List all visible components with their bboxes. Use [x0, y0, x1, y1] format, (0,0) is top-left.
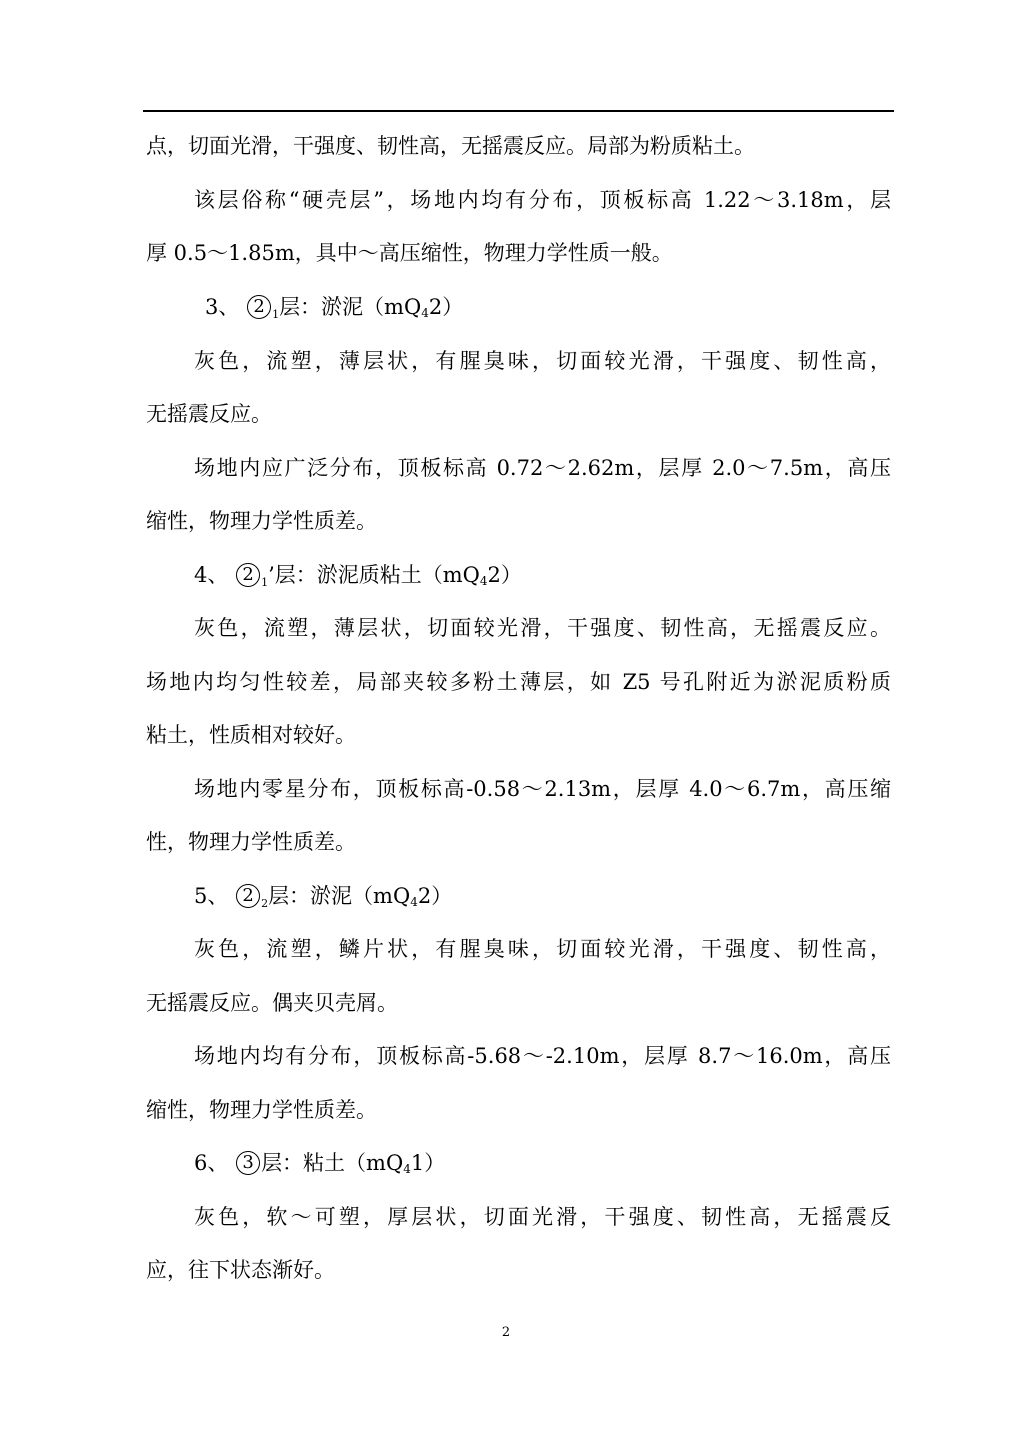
section-heading-5	[194, 882, 452, 918]
text-line: 无摇震反应。	[146, 402, 272, 426]
heading-end: 2）	[417, 884, 453, 908]
text-line: 缩性，物理力学性质差。	[146, 1098, 377, 1122]
text-line: 厚 0.5～1.85m，具中～高压缩性，物理力学性质一般。	[146, 241, 673, 265]
heading-number: 4、	[194, 563, 229, 587]
heading-text: 层：淤泥（mQ	[279, 295, 422, 319]
circled-number: 2	[236, 884, 260, 908]
text-line: 灰色，流塑，鳞片状，有腥臭味，切面较光滑，干强度、韧性高，	[194, 937, 891, 961]
circled-number: 3	[236, 1151, 260, 1175]
circled-number: 2	[236, 563, 260, 587]
section-heading-4	[194, 561, 522, 597]
text-line: 灰色，软～可塑，厚层状，切面光滑，干强度、韧性高，无摇震反	[194, 1205, 891, 1229]
text-line: 性，物理力学性质差。	[146, 830, 356, 854]
heading-end: 1）	[410, 1151, 446, 1175]
heading-end: 2）	[487, 563, 522, 587]
text-line: 粘土，性质相对较好。	[146, 723, 356, 747]
heading-end: 2）	[428, 295, 464, 319]
heading-subscript: 1	[261, 576, 269, 589]
text-line: 缩性，物理力学性质差。	[146, 509, 377, 533]
heading-subscript: 1	[272, 308, 280, 321]
heading-text: 层：粘土（mQ	[261, 1151, 404, 1175]
heading-number: 6、	[194, 1151, 229, 1175]
text-line: 场地内均匀性较差，局部夹较多粉土薄层，如 Z5 号孔附近为淤泥质粉质	[146, 670, 891, 694]
section-heading-3	[205, 293, 463, 329]
text-line: 场地内均有分布，顶板标高-5.68～-2.10m，层厚 8.7～16.0m，高压	[194, 1044, 891, 1068]
text-line: 应，往下状态渐好。	[146, 1258, 335, 1282]
text-line: 点，切面光滑，干强度、韧性高，无摇震反应。局部为粉质粘土。	[146, 134, 755, 158]
text-line: 无摇震反应。偶夹贝壳屑。	[146, 991, 398, 1015]
header-rule	[143, 110, 894, 112]
heading-subscript: 2	[261, 897, 269, 910]
heading-q-subscript: 4	[403, 1162, 411, 1176]
heading-q-subscript: 4	[421, 306, 429, 320]
heading-number: 3、	[205, 295, 240, 319]
text-line: 场地内零星分布，顶板标高-0.58～2.13m，层厚 4.0～6.7m，高压缩	[194, 777, 891, 801]
text-line: 灰色，流塑，薄层状，有腥臭味，切面较光滑，干强度、韧性高，	[194, 349, 891, 373]
heading-q-subscript: 4	[410, 895, 418, 909]
text-line: 该层俗称“硬壳层”，场地内均有分布，顶板标高 1.22～3.18m，层	[194, 188, 891, 212]
heading-q-subscript: 4	[479, 574, 488, 588]
circled-number: 2	[247, 295, 271, 319]
page-number: 2	[501, 1325, 511, 1340]
text-line: 灰色，流塑，薄层状，切面较光滑，干强度、韧性高，无摇震反应。	[194, 616, 891, 640]
section-heading-6	[194, 1149, 445, 1183]
heading-text: 层：淤泥（mQ	[268, 884, 411, 908]
heading-number: 5、	[194, 884, 229, 908]
heading-text: ’层：淤泥质粘土（mQ	[268, 563, 480, 587]
text-line: 场地内应广泛分布，顶板标高 0.72～2.62m，层厚 2.0～7.5m，高压	[194, 456, 892, 480]
